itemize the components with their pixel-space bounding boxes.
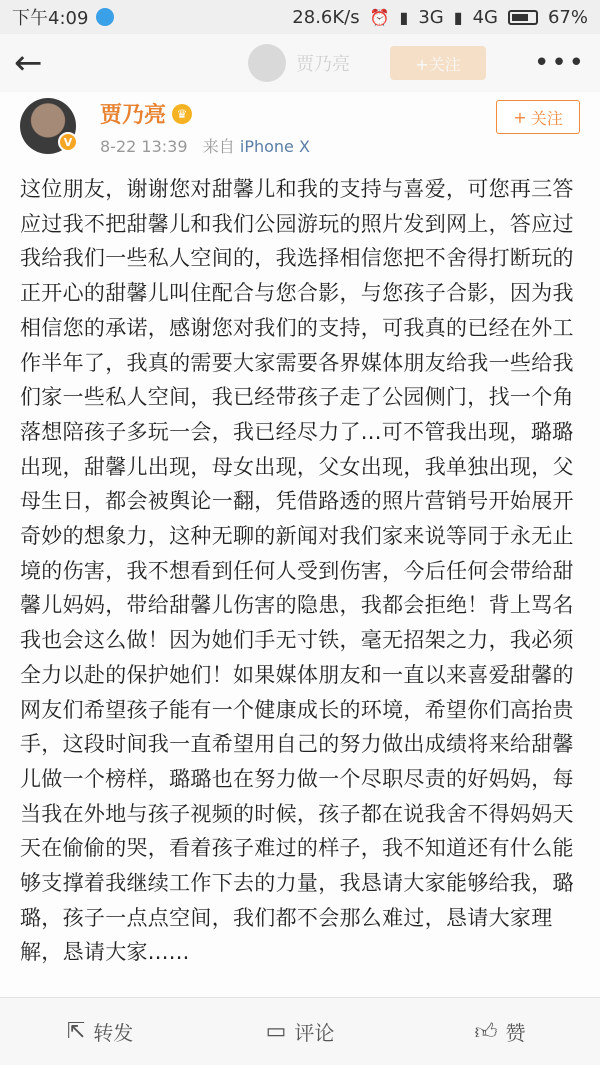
post-meta [100,134,310,157]
more-options-icon[interactable]: ••• [533,48,586,78]
net-speed: 28.6K/s [292,6,360,28]
repost-icon: ⇱ [66,1019,86,1044]
status-time: 下午4:09 [12,8,89,29]
repost-button[interactable] [0,1017,200,1046]
nav-username: 贾乃亮 [296,54,350,75]
repost-label: 转发 [93,1021,134,1045]
battery-level: 67% [547,6,588,28]
action-bar [0,997,600,1065]
post-card [0,92,600,997]
battery-icon [508,10,538,25]
verified-badge-icon: V [58,132,78,152]
back-arrow-icon[interactable]: ← [14,43,43,83]
signal-hd-icon: ▮ [453,7,463,27]
notification-app-icon [96,8,114,26]
status-left [12,4,114,30]
nav-avatar [248,44,286,82]
post-date: 8-22 13:39 [100,137,188,156]
source-prefix: 来自 [202,137,235,156]
comment-label: 评论 [294,1021,335,1045]
follow-button[interactable] [496,100,580,134]
like-label: 赞 [505,1021,526,1045]
nav-follow-button[interactable]: +关注 [390,46,486,80]
username-text: 贾乃亮 [100,103,167,128]
signal-icon: ▮ [399,7,409,27]
crown-icon: ♛ [172,104,192,124]
plus-icon: + [513,107,527,127]
nav-profile [248,44,350,82]
post-source[interactable]: iPhone X [239,137,310,156]
network-4g: 4G [472,6,498,28]
like-button[interactable] [400,1017,600,1046]
post-header [0,92,600,164]
alarm-icon: ⏰ [369,7,390,27]
nav-bar [0,34,600,92]
status-bar [0,0,600,34]
thumbs-up-icon: 👍︎ [474,1020,498,1045]
post-username[interactable] [100,98,192,129]
post-body: 这位朋友，谢谢您对甜馨儿和我的支持与喜爱，可您再三答应过我不把甜馨儿和我们公园游玩的照片发到网上，答应过我给我们一些私人空间的，我选择相信您把不舍得打断玩的正开心的甜馨儿叫住配合与您合影，与您孩子合影，因为我相信您的承诺，感谢您对我们的支持，可我真的已经在外工作半年了，我真的需要大家需要各界媒体朋友给我一些给我们家一些私人空间，我已经带孩子走了公园侧门，找一个角落想陪孩子多玩一会，我已经尽力了...可不管我出现，璐璐出现，甜馨儿出现，母女出现，父女出现，我单独出现，父母生日，都会被舆论一翻，凭借路透的照片营销号开始展开奇妙的想象力，这种无聊的新闻对我们家来说等同于永无止境的伤害，我不想看到任何人受到伤害，今后任何会带给甜馨儿妈妈，带给甜馨儿伤害的隐患，我都会拒绝！背上骂名我也会这么做！因为她们手无寸铁，毫无招架之力，我必须全力以赴的保护她们！如果媒体朋友和一直以来喜爱甜馨的网友们希望孩子能有一个健康成长的环境，希望你们高抬贵手，这段时间我一直希望用自己的努力做出成绩将来给甜馨儿做一个榜样，璐璐也在努力做一个尽职尽责的好妈妈，每当我在外地与孩子视频的时候，孩子都在说我舍不得妈妈天天在偷偷的哭，看着孩子难过的样子，我不知道还有什么能够支撑着我继续工作下去的力量，我恳请大家能够给我，璐璐，孩子一点点空间，我们都不会那么难过，恳请大家理解，恳请大家...... [20,177,574,965]
follow-label: 关注 [530,108,563,128]
network-3g: 3G [418,6,444,28]
comment-icon: ▭ [265,1019,287,1044]
status-right [292,7,588,28]
comment-button[interactable] [200,1017,400,1046]
